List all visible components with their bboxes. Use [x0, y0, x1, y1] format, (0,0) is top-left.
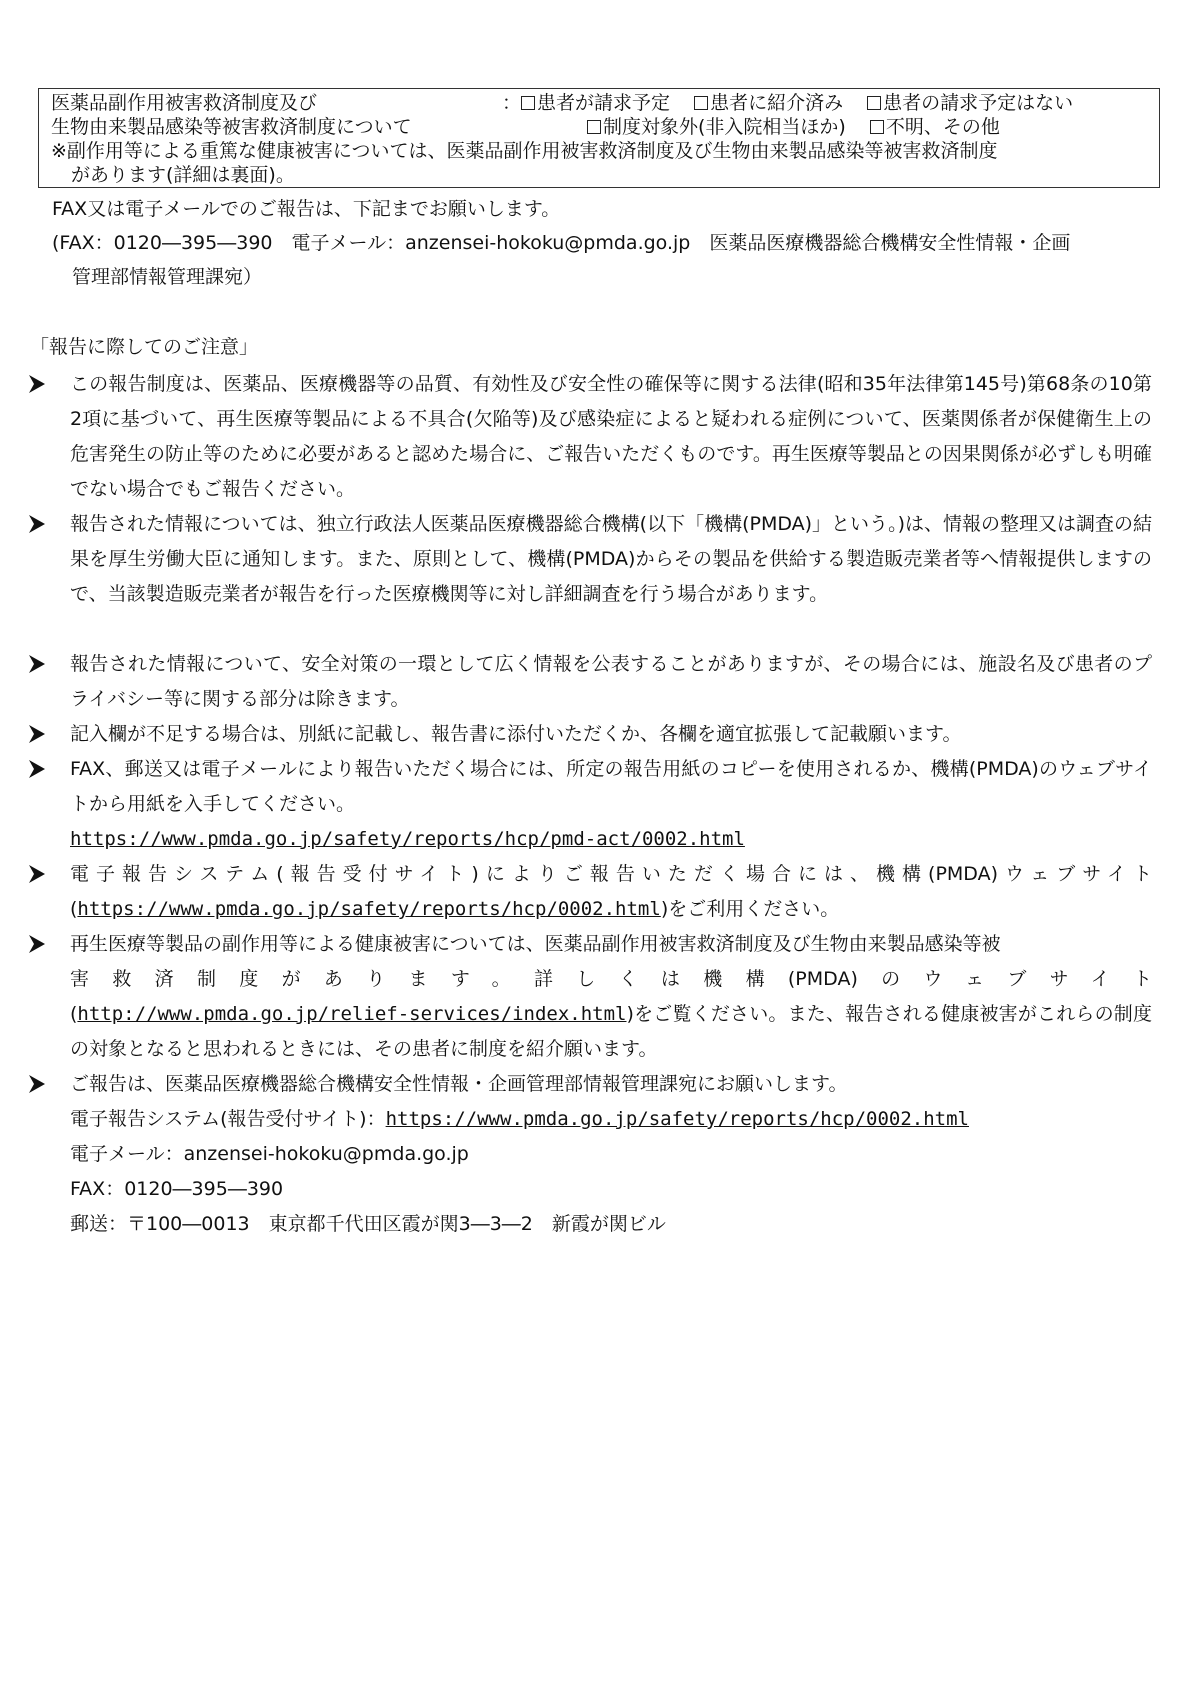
relief-title-line2: 生物由来製品感染等被害救済制度について	[51, 116, 412, 138]
electronic-system-link[interactable]: https://www.pmda.go.jp/safety/reports/hcp/0002.html	[385, 1108, 969, 1130]
relief-note-line1: ※副作用等による重篤な健康被害については、医薬品副作用被害救済制度及び生物由来製品感染等被害救済制度	[51, 140, 998, 162]
relief-options-row2	[587, 115, 1000, 139]
electronic-report-link[interactable]: https://www.pmda.go.jp/safety/reports/hcp/0002.html	[77, 898, 661, 920]
arrow-bullet-icon	[28, 374, 46, 394]
arrow-bullet-icon	[28, 759, 46, 779]
note-reporting-basis: この報告制度は、医薬品、医療機器等の品質、有効性及び安全性の確保等に関する法律(昭和35年法律第145号)第68条の10第2項に基づいて、再生医療等製品による不具合(欠陥等)及び感染症によると疑われる症例について、医薬関係者が保健衛生上の危害発生の防止等のために必要があると認めた場合に、ご報告いただくものです。再生医療等製品との因果関係が必ずしも明確でない場合でもご報告ください。	[70, 373, 1152, 500]
contact-postal-address: 郵送：〒100―0013 東京都千代田区霞が関3―3―2 新霞が関ビル	[70, 1213, 666, 1235]
checkbox-patient-introduced[interactable]	[694, 96, 708, 110]
contact-fax: FAX：0120―395―390	[70, 1178, 284, 1200]
option-patient-introduced: 患者に紹介済み	[710, 92, 844, 114]
checkbox-patient-will-claim[interactable]	[521, 96, 535, 110]
paren-open: (	[70, 1003, 78, 1025]
contact-line1: (FAX：0120―395―390 電子メール：anzensei-hokoku@pmda.go.jp 医薬品医療機器総合機構安全性情報・企画	[52, 232, 1071, 254]
note-contact-details	[70, 1067, 1152, 1242]
note-relief-rest: )をご覧ください。また、報告される健康被害がこれらの制度の対象となると思われるときには、その患者に制度を紹介願います。	[70, 1003, 1152, 1060]
colon: ：	[502, 92, 522, 114]
note-contact-intro: ご報告は、医薬品医療機器総合機構安全性情報・企画管理部情報管理課宛にお願いします。	[70, 1073, 848, 1095]
checkbox-no-claim-planned[interactable]	[867, 96, 881, 110]
checkbox-out-of-scope[interactable]	[587, 120, 601, 134]
arrow-bullet-icon	[28, 724, 46, 744]
relief-services-link[interactable]: http://www.pmda.go.jp/relief-services/index.html	[77, 1003, 627, 1025]
note-fax-mail	[70, 752, 1152, 857]
paren-open: (	[70, 898, 78, 920]
notes-heading: 「報告に際してのご注意」	[30, 336, 259, 358]
arrow-bullet-icon	[28, 514, 46, 534]
note-relief-system	[70, 927, 1152, 1067]
option-out-of-scope: 制度対象外(非入院相当ほか)	[603, 116, 846, 138]
option-unknown-other: 不明、その他	[885, 116, 1000, 138]
checkbox-unknown-other[interactable]	[870, 120, 884, 134]
relief-title-line1: 医薬品副作用被害救済制度及び	[51, 92, 318, 114]
relief-note-line2: があります(詳細は裏面)。	[71, 164, 295, 186]
note-relief-line1: 再生医療等製品の副作用等による健康被害については、医薬品副作用被害救済制度及び生物由来製品感染等被	[70, 933, 1001, 955]
relief-system-box	[38, 88, 1160, 188]
note-fax-mail-text: FAX、郵送又は電子メールにより報告いただく場合には、所定の報告用紙のコピーを使用されるか、機構(PMDA)のウェブサイトから用紙を入手してください。	[70, 758, 1152, 815]
option-patient-will-claim: 患者が請求予定	[537, 92, 671, 114]
arrow-bullet-icon	[28, 654, 46, 674]
note-electronic-report-end: )をご利用ください。	[660, 898, 840, 920]
relief-options-row1	[502, 91, 1073, 115]
note-publication: 報告された情報について、安全対策の一環として広く情報を公表することがありますが、その場合には、施設名及び患者のプライバシー等に関する部分は除きます。	[70, 653, 1152, 710]
arrow-bullet-icon	[28, 1074, 46, 1094]
option-no-claim-planned: 患者の請求予定はない	[883, 92, 1074, 114]
electronic-system-label: 電子報告システム(報告受付サイト)：	[70, 1108, 386, 1130]
contact-line2: 管理部情報管理課宛）	[72, 266, 263, 288]
arrow-bullet-icon	[28, 864, 46, 884]
note-electronic-report	[70, 857, 1152, 927]
contact-intro: FAX又は電子メールでのご報告は、下記までお願いします。	[52, 198, 561, 220]
arrow-bullet-icon	[28, 934, 46, 954]
contact-email: 電子メール：anzensei-hokoku@pmda.go.jp	[70, 1143, 469, 1165]
note-relief-line2: 害救済制度があります。詳しくは機構(PMDA)のウェブサイト	[70, 968, 1152, 990]
report-form-link[interactable]: https://www.pmda.go.jp/safety/reports/hcp/pmd-act/0002.html	[70, 828, 745, 850]
note-insufficient-space: 記入欄が不足する場合は、別紙に記載し、報告書に添付いただくか、各欄を適宜拡張して記載願います。	[70, 723, 962, 745]
note-information-handling: 報告された情報については、独立行政法人医薬品医療機器総合機構(以下「機構(PMDA)」という。)は、情報の整理又は調査の結果を厚生労働大臣に通知します。また、原則として、機構(PMDA)からその製品を供給する製造販売業者等へ情報提供しますので、当該製造販売業者が報告を行った医療機関等に対し詳細調査を行う場合があります。	[70, 513, 1152, 605]
note-electronic-report-text: 電子報告システム(報告受付サイト)によりご報告いただく場合には、機構(PMDA)ウェブサイト	[70, 863, 1152, 885]
